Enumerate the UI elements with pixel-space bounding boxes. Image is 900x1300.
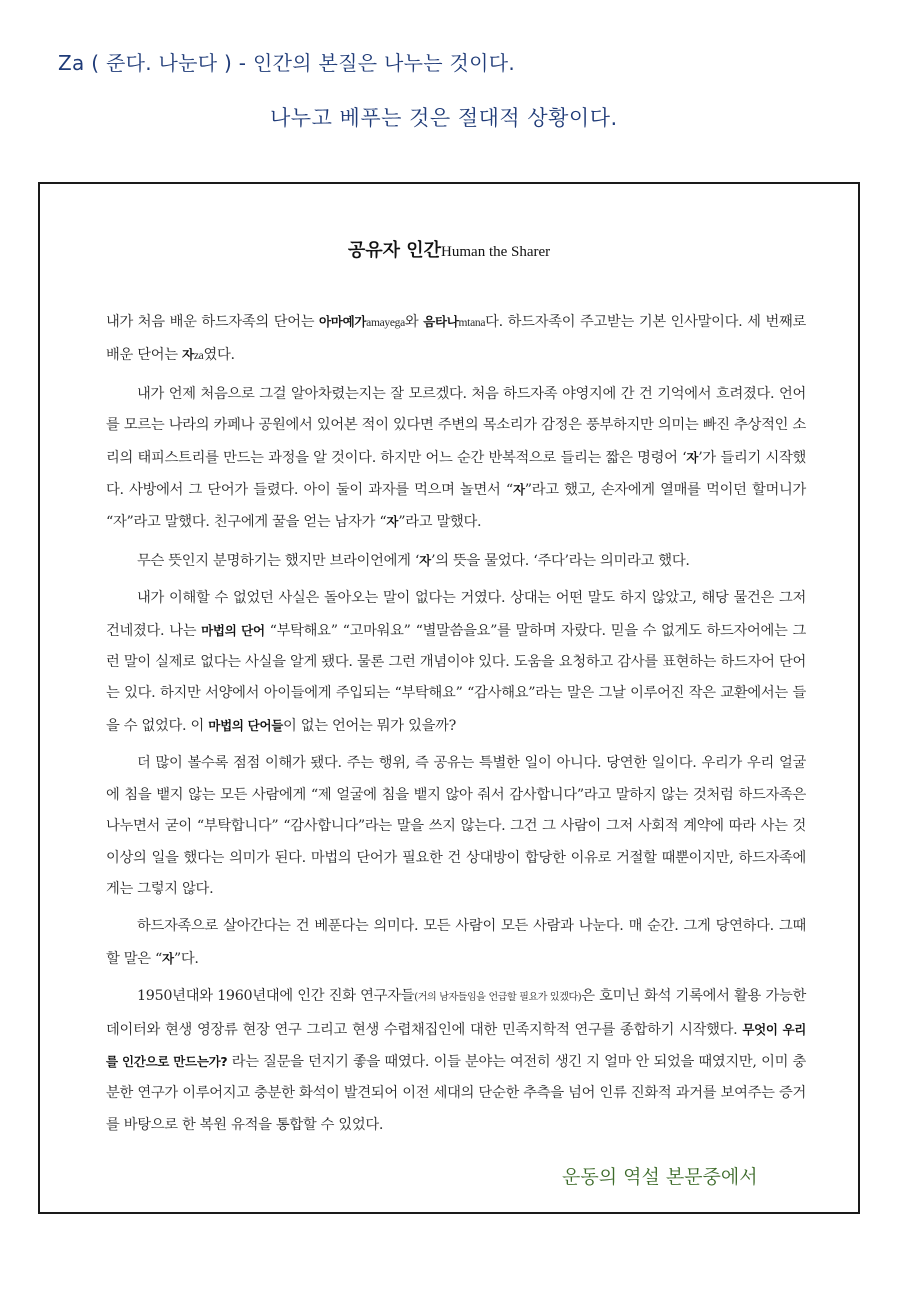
paragraph-1: [106, 306, 806, 373]
term-za: 자: [386, 514, 399, 530]
p2-text-3: ”라고 했고, 손자에게 열매를 먹이던 할머니가 “자”라고 말했다. 친구에게 꿀을 얻는 남자가 “: [106, 482, 806, 531]
article-title: [40, 236, 858, 262]
article-body: [106, 306, 806, 1147]
p7-text-1: 1950년대와 1960년대에 인간 진화 연구자들: [137, 988, 415, 1005]
p4-text-1: 내가 이해할 수 없었던 사실은 돌아오는 말이 없다는 거였다. 상대는 어떤 말도 하지 않았고, 해당 물건은 그저 건네졌다. 나는: [106, 590, 806, 639]
term-za: 자: [512, 482, 525, 498]
header-line-2: 나누고 베푸는 것은 절대적 상황이다.: [270, 106, 618, 130]
p2-text-1: 내가 언제 처음으로 그걸 알아차렸는지는 잘 모르겠다. 처음 하드자족 야영지에 간 건 기억에서 흐려졌다. 언어를 모르는 나라의 카페나 공원에서 있어본 적이 있다면 주변의 목소리가 감정은 풍부하지만 의미는 빠진 추상적인 소리의 태피스트리를 만드는 과정을 알 것이다. 하지만 어느 순간 반복적으로 들리는 짧은 명령어 ‘: [106, 385, 806, 466]
p4-text-2: “부탁해요” “고마워요” “별말씀을요”를 말하며 자랐다. 믿을 수 없게도 하드자어에는 그런 말이 실제로 없다는 사실을 알게 됐다. 물론 그런 개념이야 있다. 도움을 요청하고 감사를 표현하는 하드자어 단어는 있다. 하지만 서양에서 아이들에게 주입되는 “부탁해요” “감사해요”라는 말은 그날 이루어진 작은 교환에서는 들을 수 없었다. 이: [106, 622, 806, 734]
paragraph-4: [106, 583, 806, 742]
book-excerpt-box: [38, 182, 860, 1214]
paragraph-3: [106, 545, 806, 577]
paragraph-6: [106, 911, 806, 975]
p7-text-2: 은 호미닌 화석 기록에서 활용 가능한 데이터와 현생 영장류 현장 연구 그리고 현생 수렵채집인에 대한 민족지학적 연구를 종합하기 시작했다.: [106, 988, 806, 1038]
title-korean: 공유자 인간: [347, 240, 442, 261]
term-za: 자: [686, 449, 699, 465]
paragraph-5: [106, 748, 806, 905]
p1-text-3: 다. 하드자족이 주고받는 기본 인사말이다. 세 번째로 배운 단어는: [106, 314, 807, 364]
p2-text-4: ”라고 말했다.: [398, 514, 482, 531]
p6-text-2: ”다.: [173, 950, 199, 967]
romanization-za: za: [193, 350, 204, 363]
romanization-amayega: amayega: [366, 317, 405, 329]
p2-text-2: ’가 들리기 시작했다. 사방에서 그 단어가 들렸다. 아이 둘이 과자를 먹으며 놀면서 “: [106, 449, 807, 499]
p3-text-1: 무슨 뜻인지 분명하기는 했지만 브라이언에게 ‘: [137, 552, 420, 569]
p4-text-3: 이 없는 언어는 뭐가 있을까?: [283, 717, 456, 734]
term-mtana: 음타나: [423, 314, 459, 329]
term-za: 자: [419, 552, 431, 568]
p1-text-4: 였다.: [203, 347, 235, 364]
source-caption: 운동의 역설 본문중에서: [562, 1166, 758, 1188]
p1-text-1: 내가 처음 배운 하드자족의 단어는: [106, 314, 320, 330]
p6-text-1: 하드자족으로 살아간다는 건 베푼다는 의미다. 모든 사람이 모든 사람과 나눈다. 매 순간. 그게 당연하다. 그때 할 말은 “: [106, 918, 806, 967]
p3-text-2: ’의 뜻을 물었다. ‘주다’라는 의미라고 했다.: [430, 552, 690, 569]
p5-text-1: 더 많이 볼수록 점점 이해가 됐다. 주는 행위, 즉 공유는 특별한 일이 아니다. 당연한 일이다. 우리가 우리 얼굴에 침을 뱉지 않는 모든 사람에게 “제 얼굴에 침을 뱉지 않아 줘서 감사합니다”라고 말하지 않는 것처럼 하드자족은 나누면서 굳이 “부탁합니다” “감사합니다”라는 말을 쓰지 않는다. 그건 그 사람이 그저 사회적 계약에 따라 사는 것 이상의 일을 했다는 의미가 된다. 마법의 단어가 필요한 건 상대방이 합당한 이유로 거절할 때뿐이지만, 하드자족에게는 그렇지 않다.: [106, 755, 806, 897]
title-english: Human the Sharer: [441, 244, 551, 260]
term-magic-word: 마법의 단어: [201, 622, 265, 638]
p7-text-3: 라는 질문을 던지기 좋을 때였다. 이들 분야는 여전히 생긴 지 얼마 안 되었을 때였지만, 이미 충분한 연구가 이루어지고 충분한 화석이 발견되어 이전 세대의 단순한 추측을 넘어 인류 진화적 과거를 보여주는 증거를 바탕으로 한 복원 유적을 통합할 수 있었다.: [106, 1053, 806, 1133]
paragraph-7: [106, 981, 806, 1141]
term-magic-words: 마법의 단어들: [208, 717, 283, 733]
romanization-mtana: mtana: [458, 317, 486, 329]
question-what-makes-us-human: 무엇이 우리를 인간으로 만드는가?: [106, 1021, 806, 1069]
p1-text-2: 와: [404, 314, 424, 330]
parenthetical-note: (거의 남자들임을 언급할 필요가 있겠다): [414, 992, 582, 1004]
header-line-1: Za ( 준다. 나눈다 ) - 인간의 본질은 나누는 것이다.: [58, 51, 516, 75]
term-amayega: 아마예가: [319, 314, 367, 329]
term-za: 자: [182, 347, 194, 363]
paragraph-2: [106, 379, 806, 539]
term-za: 자: [162, 950, 174, 966]
